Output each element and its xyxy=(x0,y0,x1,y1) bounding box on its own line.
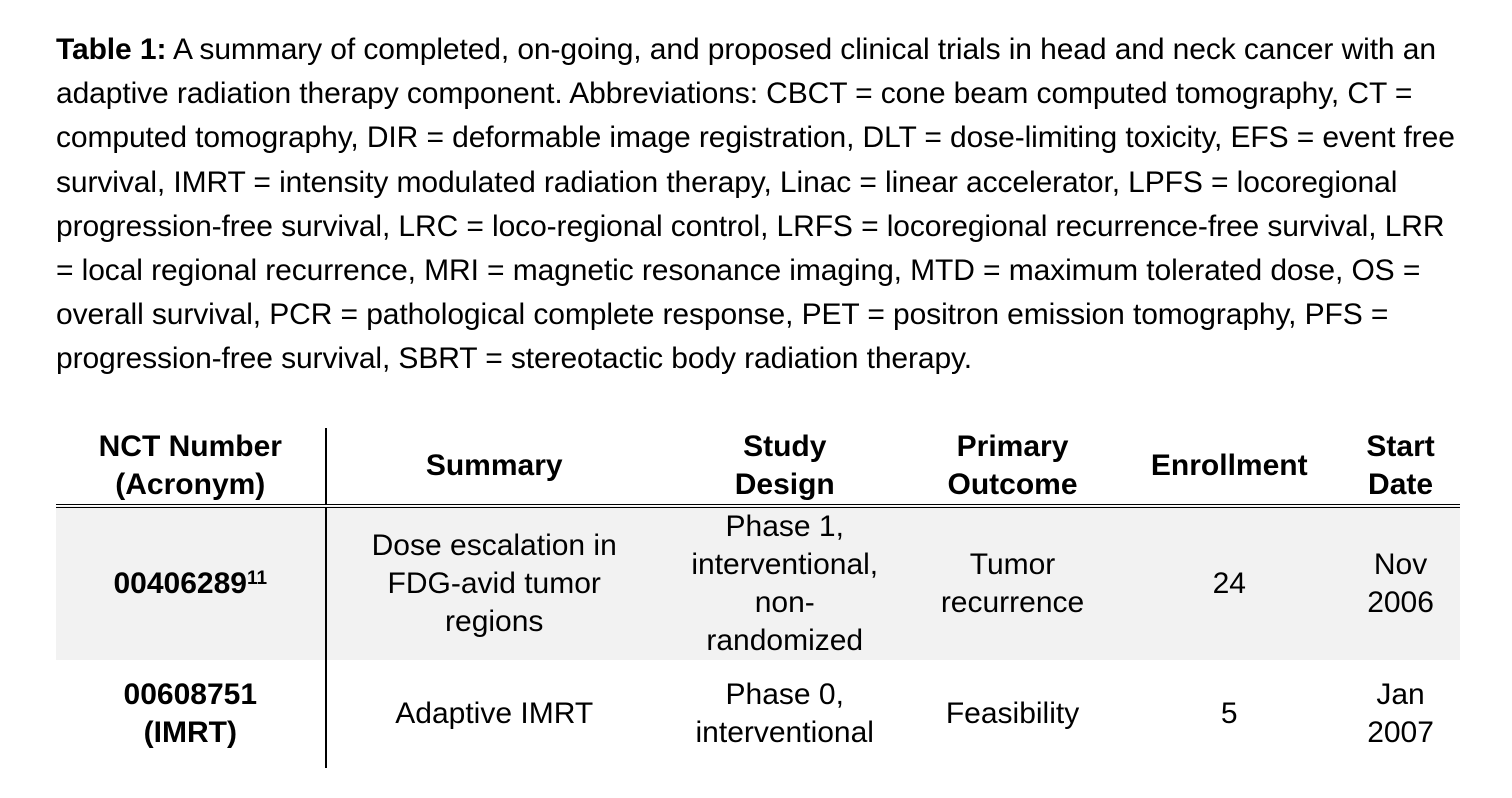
cell-study-design: Phase 0, interventional xyxy=(662,660,908,768)
caption-label: Table 1: xyxy=(56,33,167,66)
cell-primary-outcome: Tumor recurrence xyxy=(908,506,1118,660)
reference-superscript: 11 xyxy=(246,568,268,589)
header-start-date: Start Date xyxy=(1341,428,1460,506)
cell-enrollment: 5 xyxy=(1117,660,1341,768)
cell-nct-number: 00608751 (IMRT) xyxy=(56,660,326,768)
cell-nct-number: 00406289$^{11}$ xyxy=(56,506,326,660)
header-summary: Summary xyxy=(326,428,662,506)
cell-summary: Adaptive IMRT xyxy=(326,660,662,768)
clinical-trials-table xyxy=(56,428,1460,768)
header-enrollment: Enrollment xyxy=(1117,428,1341,506)
header-study-design: Study Design xyxy=(662,428,908,506)
header-nct-number: NCT Number (Acronym) xyxy=(56,428,326,506)
cell-start-date: Nov 2006 xyxy=(1341,506,1460,660)
caption-text: A summary of completed, on-going, and proposed clinical trials in head and neck cancer with an adaptive radiation therapy component. Abbreviations: CBCT = cone beam computed tomography, CT = computed tomography, DIR = deformable image registration, DLT = dose-limiting toxicity, EFS = event free survival, IMRT = intensity modulated radiation therapy, Linac = linear accelerator, LPFS = locoregional progression-free survival, LRC = loco-regional control, LRFS = locoregional recurrence-free survival, LRR = local regional recurrence, MRI = magnetic resonance imaging, MTD = maximum tolerated dose, OS = overall survival, PCR = pathological complete response, PET = positron emission tomography, PFS = progression-free survival, SBRT = stereotactic body radiation therapy. xyxy=(56,33,1455,376)
header-primary-outcome: Primary Outcome xyxy=(908,428,1118,506)
cell-enrollment: 24 xyxy=(1117,506,1341,660)
cell-summary: Dose escalation in FDG-avid tumor regions xyxy=(326,506,662,660)
cell-study-design: Phase 1, interventional, non- randomized xyxy=(662,506,908,660)
table-header-row xyxy=(56,428,1460,506)
cell-primary-outcome: Feasibility xyxy=(908,660,1118,768)
table-row xyxy=(56,506,1460,660)
table-row xyxy=(56,660,1460,768)
table-caption xyxy=(56,28,1460,382)
cell-start-date: Jan 2007 xyxy=(1341,660,1460,768)
